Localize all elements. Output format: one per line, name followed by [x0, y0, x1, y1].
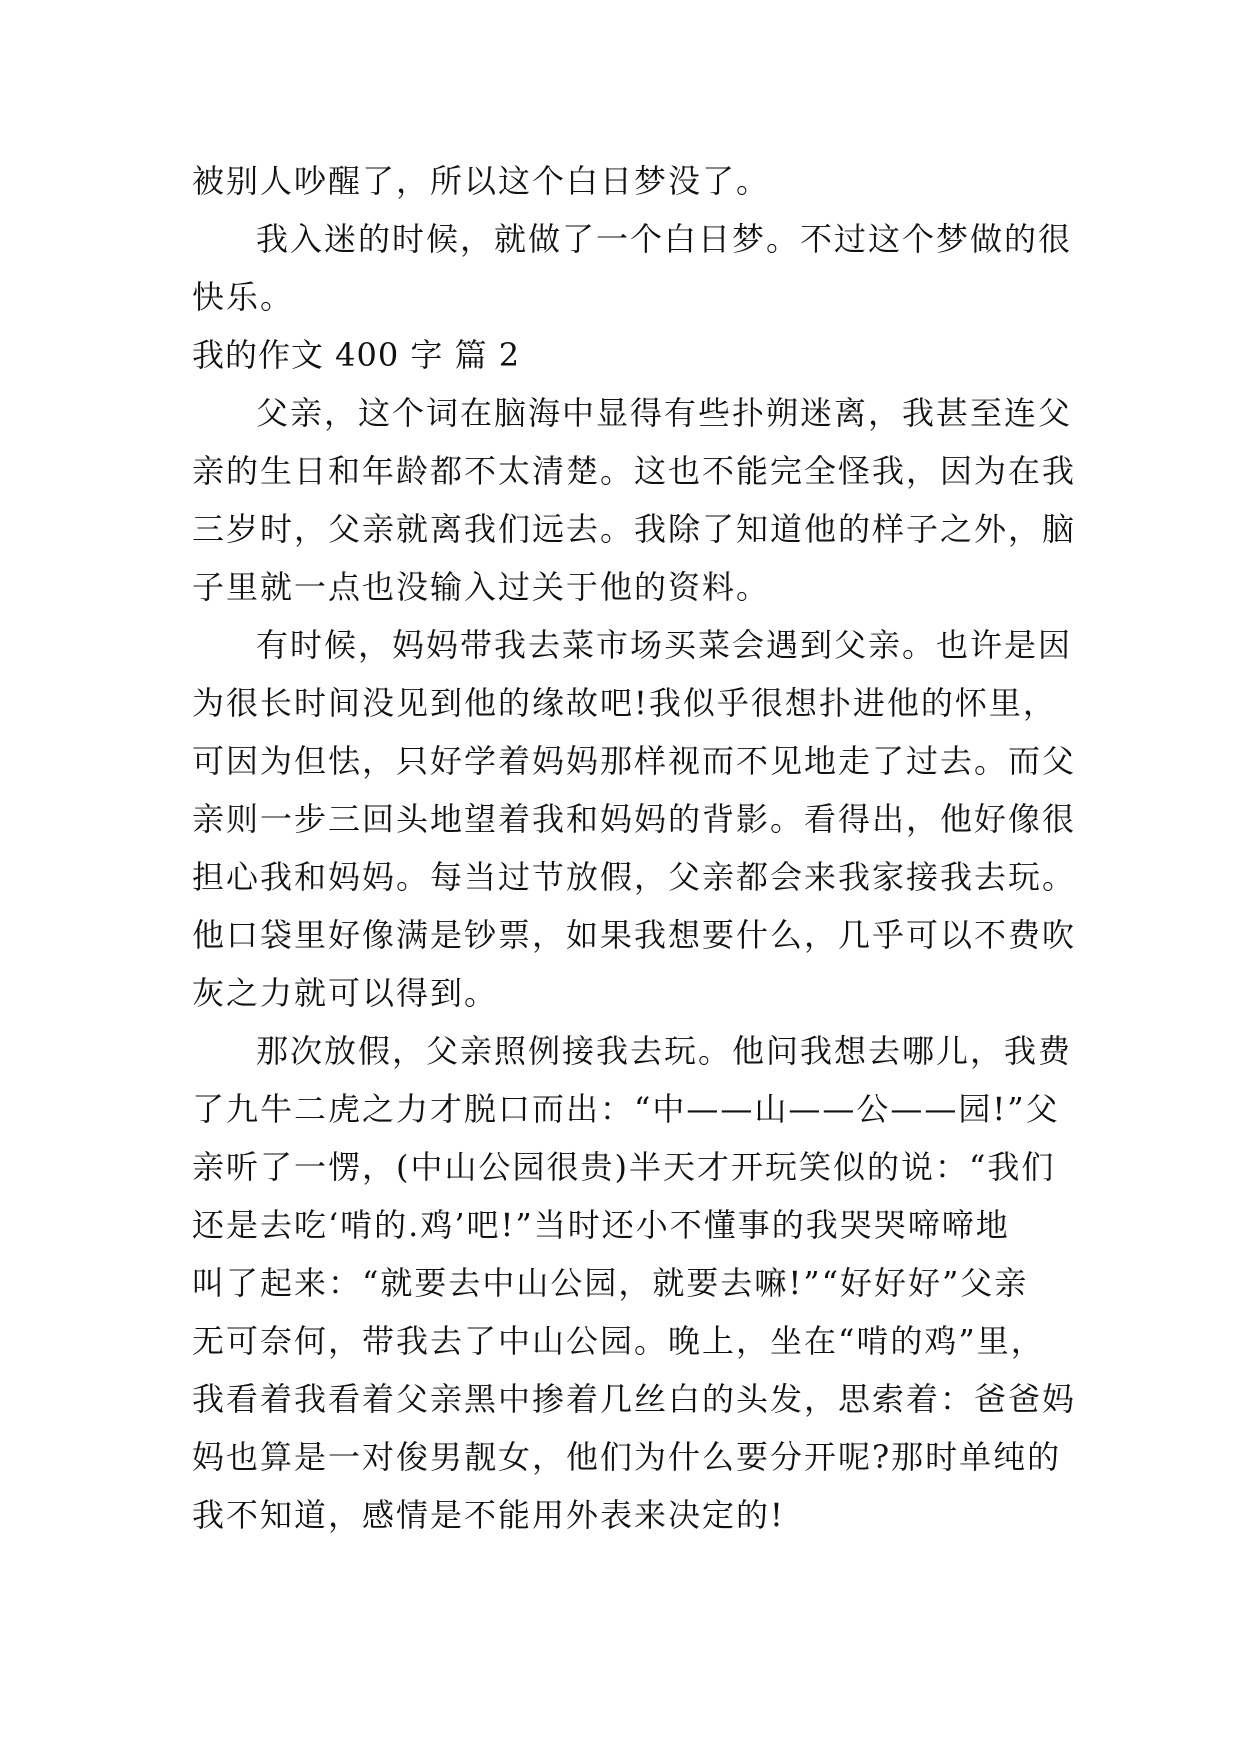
- text-line: 灰之力就可以得到。: [192, 974, 499, 1012]
- text-line: 有时候，妈妈带我去菜市场买菜会遇到父亲。也许是因: [256, 626, 1073, 664]
- text-line: 亲的生日和年龄都不太清楚。这也不能完全怪我，因为在我: [192, 452, 1077, 490]
- text-line: 子里就一点也没输入过关于他的资料。: [192, 568, 771, 606]
- text-line: 无可奈何，带我去了中山公园。晚上，坐在“啃的鸡”里，: [192, 1322, 1045, 1360]
- section-heading: 我的作文 400 字 篇 2: [192, 336, 521, 374]
- text-line: 我不知道，感情是不能用外表来决定的!: [192, 1496, 785, 1534]
- text-line: 被别人吵醒了，所以这个白日梦没了。: [192, 162, 771, 200]
- text-line: 妈也算是一对俊男靓女，他们为什么要分开呢?那时单纯的: [192, 1438, 1062, 1476]
- text-line: 亲则一步三回头地望着我和妈妈的背影。看得出，他好像很: [192, 800, 1077, 838]
- text-line: 了九牛二虎之力才脱口而出：“中——山——公——园!”父: [192, 1090, 1060, 1128]
- text-line: 三岁时，父亲就离我们远去。我除了知道他的样子之外，脑: [192, 510, 1077, 548]
- text-line: 可因为但怯，只好学着妈妈那样视而不见地走了过去。而父: [192, 742, 1077, 780]
- text-line: 叫了起来：“就要去中山公园，就要去嘛!”“好好好”父亲: [192, 1264, 1029, 1302]
- text-line: 担心我和妈妈。每当过节放假，父亲都会来我家接我去玩。: [192, 858, 1077, 896]
- text-line: 为很长时间没见到他的缘故吧!我似乎很想扑进他的怀里，: [192, 684, 1057, 722]
- text-line: 父亲，这个词在脑海中显得有些扑朔迷离，我甚至连父: [256, 394, 1073, 432]
- document-page: [192, 152, 1077, 1544]
- text-line: 还是去吃‘啃的.鸡’吧!”当时还小不懂事的我哭哭啼啼地: [192, 1206, 1010, 1244]
- text-line: 我看着我看着父亲黑中掺着几丝白的头发，思索着：爸爸妈: [192, 1380, 1077, 1418]
- text-line: 他口袋里好像满是钞票，如果我想要什么，几乎可以不费吹: [192, 916, 1077, 954]
- text-line: 亲听了一愣，(中山公园很贵)半天才开玩笑似的说：“我们: [192, 1148, 1056, 1186]
- text-line: 那次放假，父亲照例接我去玩。他问我想去哪儿，我费: [256, 1032, 1073, 1070]
- text-line: 我入迷的时候，就做了一个白日梦。不过这个梦做的很: [256, 220, 1073, 258]
- text-line: 快乐。: [192, 278, 295, 316]
